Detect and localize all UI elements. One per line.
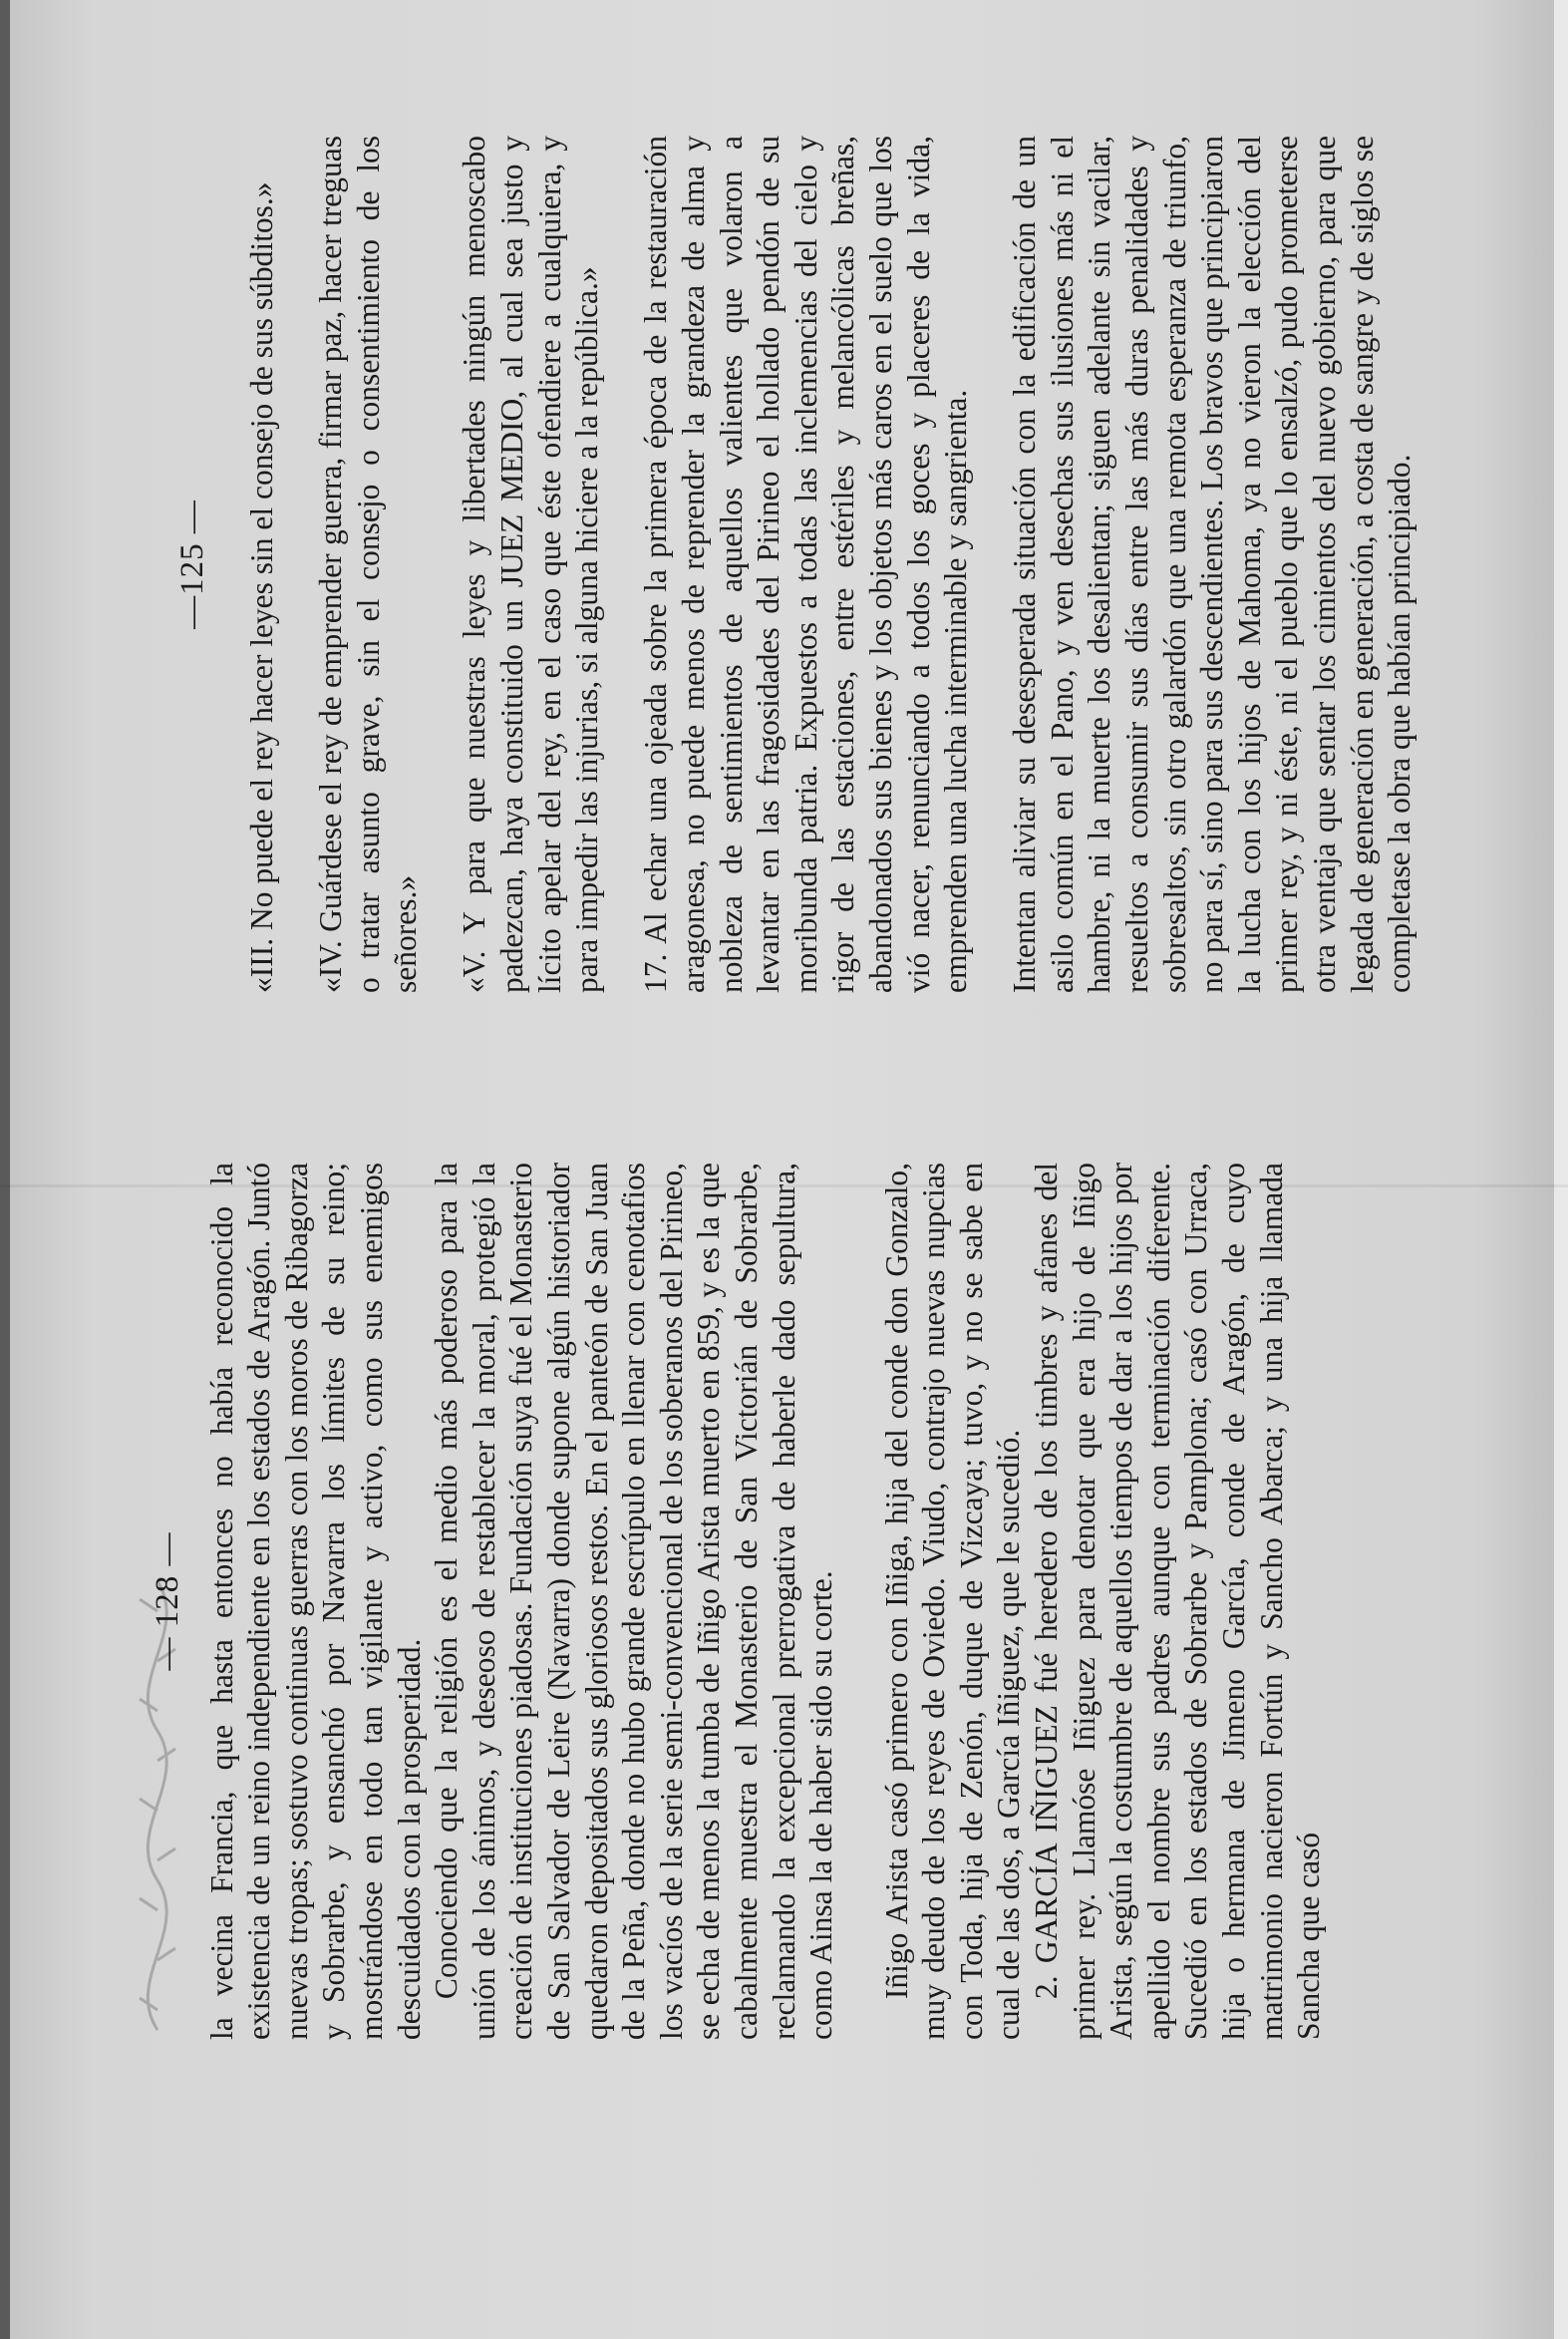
- paragraph: «III. No puede el rey hacer leyes sin el consejo de sus súbditos.»: [244, 181, 280, 993]
- paragraph: «V. Y para que nuestras leyes y libertades ningún menoscabo padezcan, haya constituido un JUEZ MEDIO, al cual sea justo y lícito apelar del rey, en el caso que éste ofendiere a cualquiera, y para impedir las injurias, si alguna hiciere a la república.»: [457, 136, 605, 993]
- page-number-left: — 128 —: [150, 1531, 185, 1671]
- paragraph: Intentan aliviar su desesperada situación con la edificación de un asilo común en el Pano, y ven desechas sus ilusiones más ni el hambre, ni la muerte los desalientan; siguen adelante sin vacilar, resueltos a consumir sus días entre las más duras penalidades y sobresaltos, sin otro galardón que una remota esperanza de triunfo, no para sí, sino para sus descendientes. Los bravos que principiaron la lucha con los hijos de Mahoma, ya no vieron la elección del primer rey, y ni éste, ni el pueblo que lo ensalzó, pudo prometerse otra ventaja que sentar los cimientos del nuevo gobierno, para que legada de generación en generación, a costa de sangre y de siglos se completase la obra que habían principiado.: [1007, 136, 1417, 993]
- page-number-right: —125 —: [174, 500, 210, 629]
- paragraph: Iñigo Arista casó primero con Iñiga, hija del conde don Gonzalo, muy deudo de los reyes de Oviedo. Viudo, contrajo nuevas nupcias con Toda, hija de Zenón, duque de Vizcaya; tuvo, y no se sabe en cual de las dos, a García Iñiguez, que le sucedió.: [878, 1163, 1027, 2040]
- paragraph: la vecina Francia, que hasta entonces no había reconocido la existencia de un reino independiente en los estados de Aragón. Juntó nuevas tropas; sostuvo continuas guerras con los moros de Ribagorza y Sobrarbe, y ensanchó por Navarra los límites de su reino; mostrándose en todo tan vigilante y activo, como sus enemigos descuidados con la prosperidad.: [203, 1163, 427, 2040]
- paragraph: «IV. Guárdese el rey de emprender guerra, firmar paz, hacer treguas o tratar asunto grave, sin el consejo o consentimiento de los señores.»: [313, 136, 424, 993]
- paragraph: 2. GARCÍA IÑIGUEZ fué heredero de los timbres y afanes del primer rey. Llamóse Iñiguez para denotar que era hijo de Iñigo Arista, según la costumbre de aquellos tiempos de dar a los hijos por apellido el nombre sus padres aunque con terminación diferente. Sucedió en los estados de Sobrarbe y Pamplona; casó con Urraca, hija o hermana de Jimeno García, conde de Aragón, de cuyo matrimonio nacieron Fortún y Sancho Abarca; y una hija llamada Sancha que casó: [1029, 1163, 1327, 2040]
- paragraph: 17. Al echar una ojeada sobre la primera época de la restauración aragonesa, no puede menos de reprender la grandeza de alma y nobleza de sentimientos de aquellos valientes que volaron a levantar en las fragosidades del Pirineo el hollado pendón de su moribunda patria. Expuestos a todas las inclemencias del cielo y rigor de las estaciones, entre estériles y melancólicas breñas, abandonados sus bienes y los objetos más caros en el suelo que los vió nacer, renunciando a todos los goces y placeres de la vida, emprenden una lucha interminable y sangrienta.: [638, 136, 974, 993]
- paragraph: Conociendo que la religión es el medio más poderoso para la unión de los ánimos, y deseoso de restablecer la moral, protegió la creación de instituciones piadosas. Fundación suya fué el Monasterio de San Salvador de Leire (Navarra) donde supone algún historiador quedaron depositados sus gloriosos restos. En el panteón de San Juan de la Peña, donde no hubo grande escrúpulo en llenar con cenotafios los vacíos de la serie semi-convencional de los soberanos del Pirineo, se echa de menos la tumba de Iñigo Arista muerto en 859, y es la que cabalmente muestra el Monasterio de San Victorián de Sobrarbe, reclamando la excepcional prerrogativa de haberle dado sepultura, como Ainsa la de haber sido su corte.: [429, 1163, 839, 2040]
- right-page: [174, 136, 1449, 993]
- left-page: [150, 1163, 1328, 2040]
